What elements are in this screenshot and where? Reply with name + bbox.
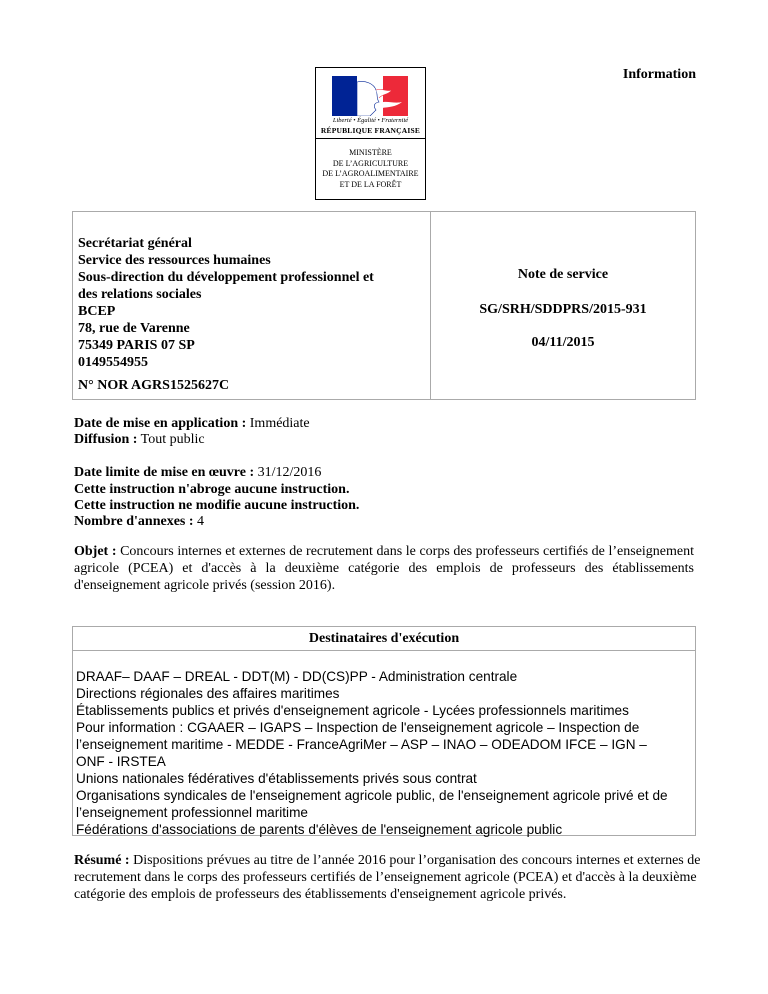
ministry-logo xyxy=(315,67,426,200)
abroge-statement: Cette instruction n'abroge aucune instruction. xyxy=(74,482,350,497)
diffusion: Diffusion : Tout public xyxy=(74,432,205,447)
destinataire-line: Directions régionales des affaires maritimes xyxy=(76,686,340,701)
objet-paragraph: Objet : Concours internes et externes de recrutement dans le corps des professeurs certifiés de l’enseignement agricole (PCEA) et d'accès à la deuxième catégorie des emplois de professeurs des établissements d'enseignement agricole privés (session 2016). xyxy=(74,544,694,593)
sender-line: BCEP xyxy=(78,304,116,319)
document-type-label: Information xyxy=(622,67,696,82)
application-date: Date de mise en application : Immédiate xyxy=(74,416,310,431)
annexes-count: Nombre d'annexes : 4 xyxy=(74,514,205,529)
destinataire-line: Établissements publics et privés d'enseignement agricole - Lycées professionnels maritimes xyxy=(76,703,629,718)
resume-paragraph: Résumé : Dispositions prévues au titre de l’année 2016 pour l’organisation des concours internes et externes de recrutement dans le corps des professeurs certifiés de l’enseignement agricole (PCEA) et d'accès à la deuxième catégorie des emplois de professeurs des établissements d'enseignement agricole privés. xyxy=(74,853,701,902)
destinataires-table xyxy=(72,626,696,836)
destinataire-line: ONF - IRSTEA xyxy=(76,754,166,769)
nor-number: N° NOR AGRS1525627C xyxy=(78,378,230,393)
sender-line: 78, rue de Varenne xyxy=(78,321,190,336)
marianne-logo-icon xyxy=(332,76,408,116)
destinataire-line: Fédérations d'associations de parents d'élèves de l'enseignement agricole public xyxy=(76,822,563,837)
destinataire-line: Organisations syndicales de l'enseignement agricole public, de l'enseignement agricole privé et de xyxy=(76,788,668,803)
destinataires-list xyxy=(76,668,692,838)
logo-divider xyxy=(316,138,425,139)
sender-line: Secrétariat général xyxy=(78,236,192,251)
destinataire-line: Unions nationales fédératives d'établissements privés sous contrat xyxy=(76,771,477,786)
sender-block xyxy=(78,235,374,371)
motto: Liberté • Égalité • Fraternité xyxy=(332,117,409,124)
note-type: Note de service xyxy=(517,267,609,282)
note-reference: SG/SRH/SDDPRS/2015-931 xyxy=(479,302,647,317)
modifie-statement: Cette instruction ne modifie aucune instruction. xyxy=(74,498,360,513)
republic-label: RÉPUBLIQUE FRANÇAISE xyxy=(320,126,421,135)
sender-line: 75349 PARIS 07 SP xyxy=(78,338,195,353)
destinataire-line: l’enseignement maritime - MEDDE - FranceAgriMer – ASP – INAO – ODEADOM IFCE – IGN – xyxy=(76,737,647,752)
note-date: 04/11/2015 xyxy=(531,335,595,350)
sender-line: 0149554955 xyxy=(78,355,148,370)
deadline: Date limite de mise en œuvre : 31/12/2016 xyxy=(74,465,322,480)
sender-line: Sous-direction du développement professionnel et xyxy=(78,270,374,285)
sender-line: Service des ressources humaines xyxy=(78,253,271,268)
destinataire-line: DRAAF– DAAF – DREAL - DDT(M) - DD(CS)PP - Administration centrale xyxy=(76,669,518,684)
destinataire-line: l’enseignement professionnel maritime xyxy=(76,805,308,820)
ministry-name: MINISTÈRE DE L’AGRICULTURE DE L’AGROALIMENTAIRE ET DE LA FORÊT xyxy=(322,148,419,189)
sender-line: des relations sociales xyxy=(78,287,202,302)
destinataires-title: Destinataires d'exécution xyxy=(73,627,695,651)
header-table xyxy=(72,211,696,400)
destinataire-line: Pour information : CGAAER – IGAPS – Inspection de l'enseignement agricole – Inspection de xyxy=(76,720,640,735)
